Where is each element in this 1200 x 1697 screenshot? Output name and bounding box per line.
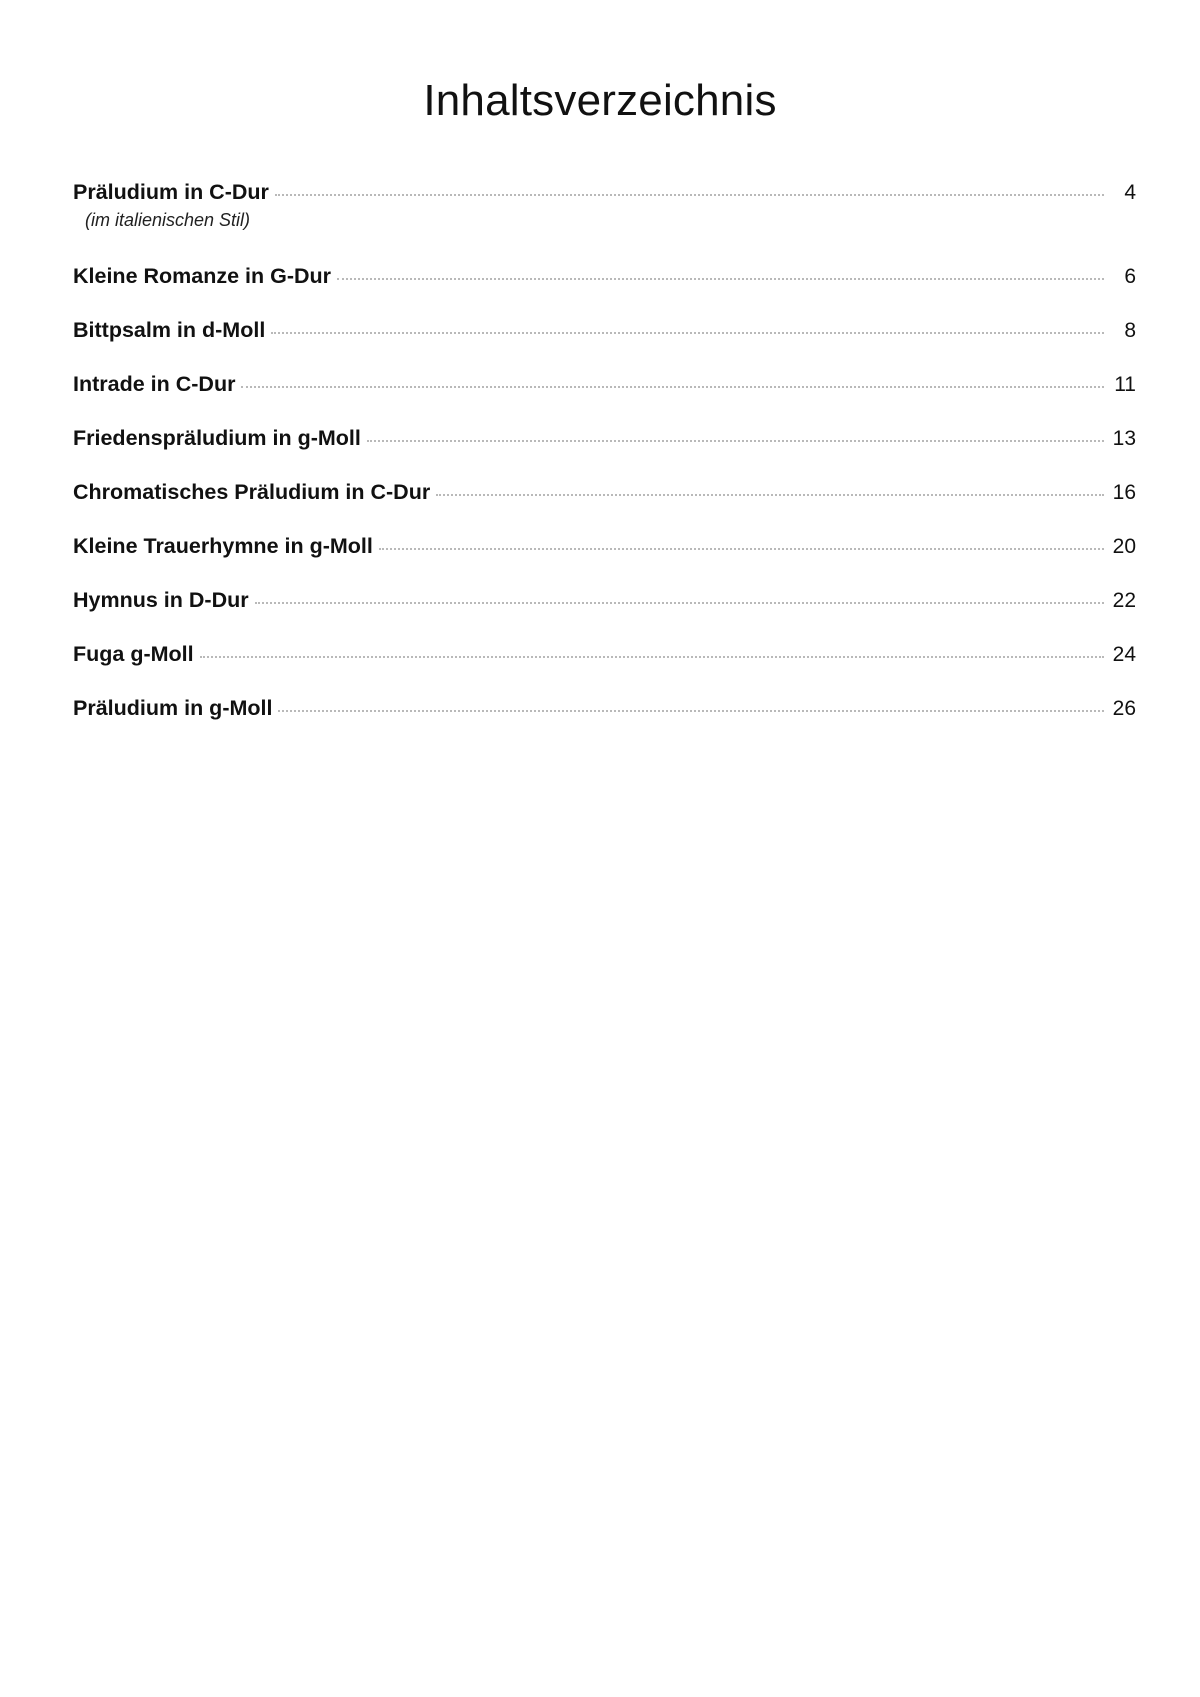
toc-entry-subtitle: (im italienischen Stil)	[85, 210, 251, 230]
toc-entry[interactable]	[73, 426, 1136, 452]
toc-entry[interactable]	[73, 264, 1136, 290]
toc-entry-title: Chromatisches Präludium in C-Dur	[73, 480, 431, 504]
toc-entry-title: Kleine Romanze in G-Dur	[73, 264, 332, 288]
toc-entry[interactable]	[73, 480, 1136, 506]
dot-leader	[337, 278, 1104, 280]
toc-entry-title: Bittpsalm in d-Moll	[73, 318, 266, 342]
page-title: Inhaltsverzeichnis	[423, 76, 777, 125]
toc-entry-title: Friedenspräludium in g-Moll	[73, 426, 361, 450]
toc-entry[interactable]	[73, 588, 1136, 614]
table-of-contents	[73, 180, 1136, 750]
dot-leader	[367, 440, 1104, 442]
toc-entry[interactable]	[73, 642, 1136, 668]
toc-page-number: 6	[1124, 265, 1136, 288]
toc-page-number: 13	[1112, 427, 1136, 450]
dot-leader	[278, 710, 1104, 712]
toc-page-number: 11	[1114, 373, 1136, 396]
toc-entry[interactable]	[73, 696, 1136, 722]
toc-entry[interactable]	[73, 534, 1136, 560]
toc-entry-title: Hymnus in D-Dur	[73, 588, 249, 612]
toc-page-number: 8	[1124, 319, 1136, 342]
toc-entry-title: Kleine Trauerhymne in g-Moll	[73, 534, 373, 558]
toc-page-number: 24	[1112, 643, 1136, 666]
toc-entry[interactable]	[73, 372, 1136, 398]
dot-leader	[255, 602, 1104, 604]
dot-leader	[271, 332, 1104, 334]
dot-leader	[379, 548, 1104, 550]
dot-leader	[200, 656, 1104, 658]
toc-entry[interactable]	[73, 180, 1136, 232]
toc-entry-title: Präludium in g-Moll	[73, 696, 273, 720]
dot-leader	[241, 386, 1104, 388]
toc-entry-title: Intrade in C-Dur	[73, 372, 236, 396]
dot-leader	[436, 494, 1104, 496]
toc-entry-title: Fuga g-Moll	[73, 642, 194, 666]
toc-entry-title: Präludium in C-Dur	[73, 180, 269, 204]
toc-page-number: 16	[1112, 481, 1136, 504]
toc-page-number: 20	[1112, 535, 1136, 558]
toc-entry[interactable]	[73, 318, 1136, 344]
toc-page-number: 22	[1112, 589, 1136, 612]
toc-page-number: 26	[1112, 697, 1136, 720]
dot-leader	[275, 194, 1104, 196]
toc-page-number: 4	[1124, 181, 1136, 204]
